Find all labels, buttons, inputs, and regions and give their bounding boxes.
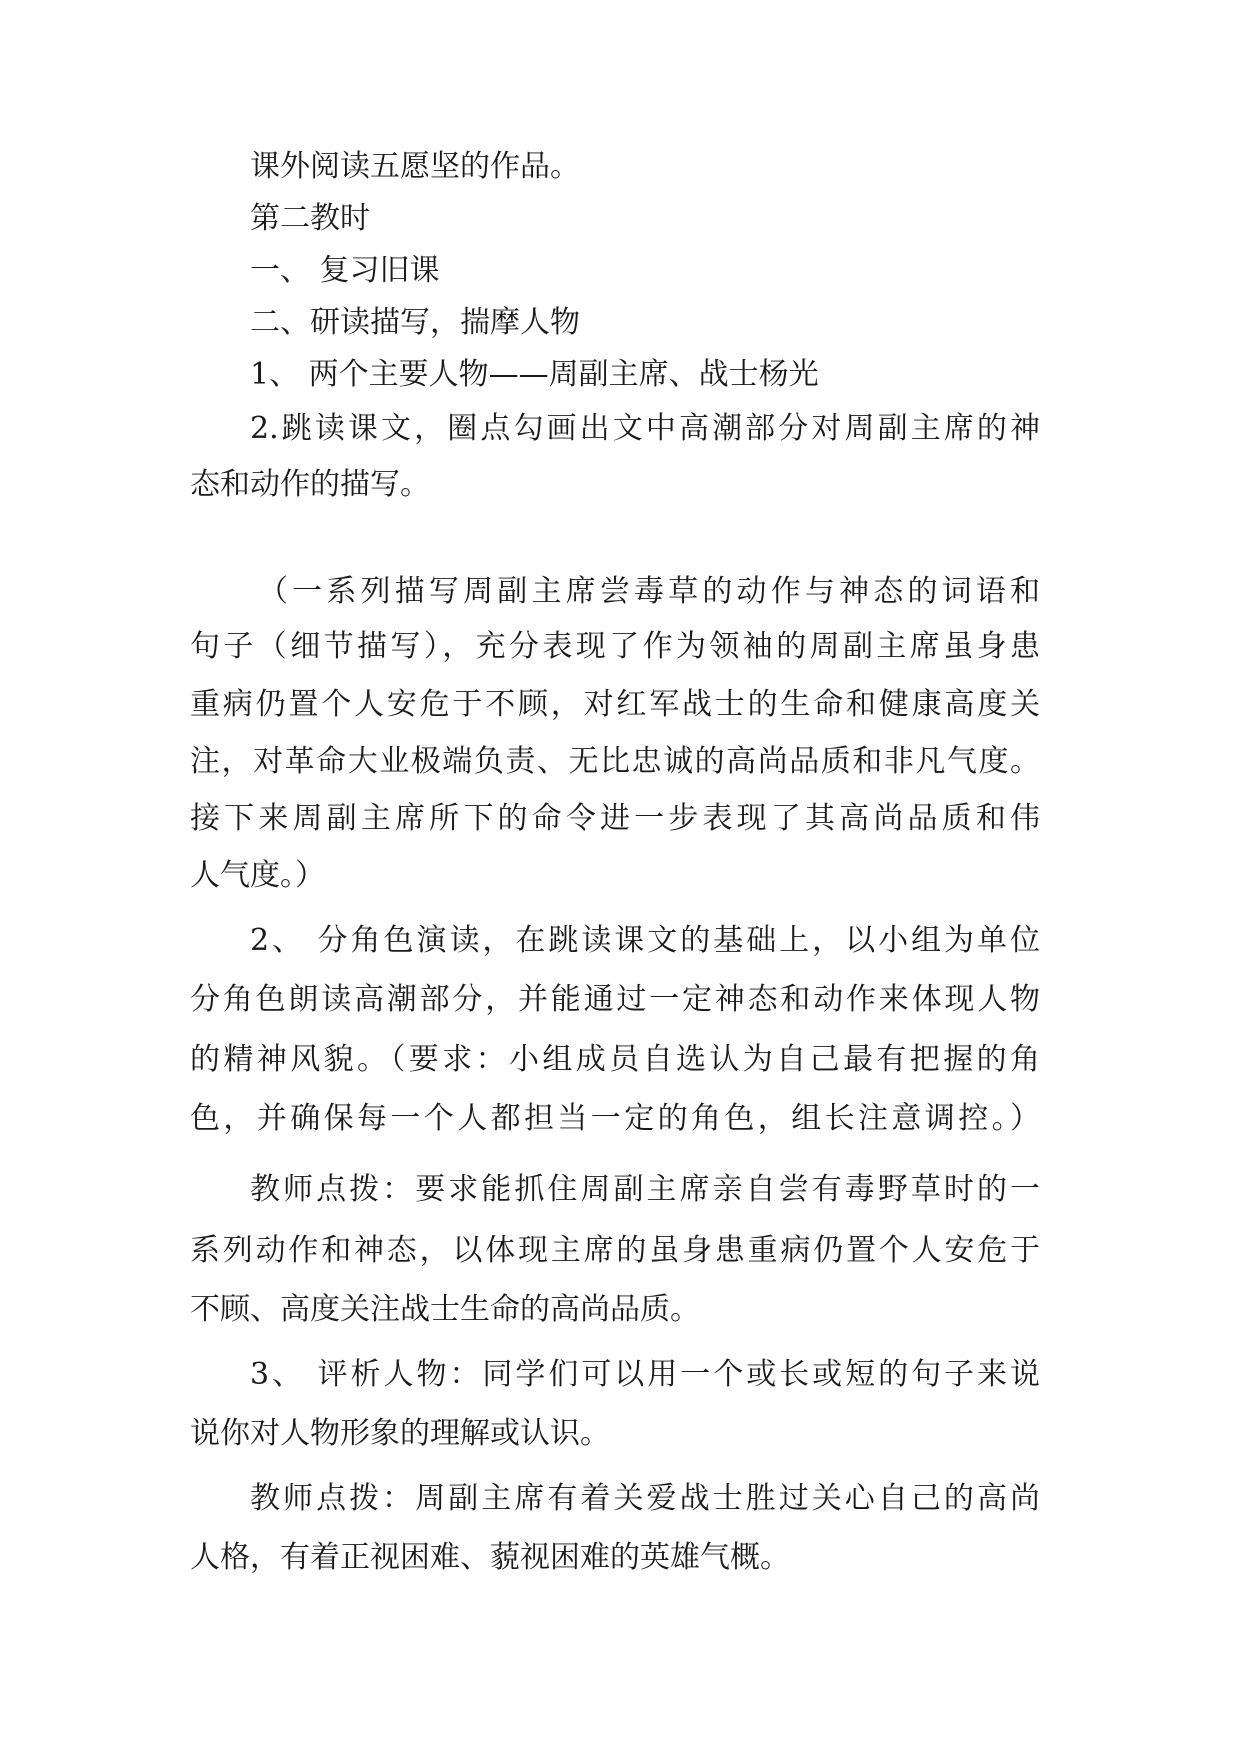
text-line: 的精神风貌。（要求：小组成员自选认为自己最有把握的角 <box>190 1042 1040 1077</box>
text-line: 色，并确保每一个人都担当一定的角色，组长注意调控。） <box>190 1101 1040 1136</box>
text-line: 系列动作和神态，以体现主席的虽身患重病仍置个人安危于 <box>190 1233 1040 1268</box>
text-line: （一系列描写周副主席尝毒草的动作与神态的词语和 <box>258 574 1040 609</box>
text-line: 分角色朗读高潮部分，并能通过一定神态和动作来体现人物 <box>190 982 1040 1017</box>
text-line: 3、 评析人物：同学们可以用一个或长或短的句子来说 <box>250 1357 1040 1392</box>
text-line: 2、 分角色演读，在跳读课文的基础上，以小组为单位 <box>250 923 1040 958</box>
text-line: 二、研读描写，揣摩人物 <box>250 305 580 340</box>
text-line: 教师点拨：要求能抓住周副主席亲自尝有毒野草时的一 <box>250 1172 1040 1207</box>
text-line: 2.跳读课文，圈点勾画出文中高潮部分对周副主席的神 <box>250 411 1040 446</box>
text-line: 不顾、高度关注战士生命的高尚品质。 <box>190 1292 700 1327</box>
text-line: 一、 复习旧课 <box>250 253 440 288</box>
text-line: 人格，有着正视困难、藐视困难的英雄气概。 <box>190 1540 790 1575</box>
text-line: 接下来周副主席所下的命令进一步表现了其高尚品质和伟 <box>190 801 1040 836</box>
text-line: 注，对革命大业极端负责、无比忠诚的高尚品质和非凡气度。 <box>190 744 1040 779</box>
text-line: 1、 两个主要人物——周副主席、战士杨光 <box>250 357 819 392</box>
section-heading: 第二教时 <box>250 201 370 236</box>
text-line: 课外阅读五愿坚的作品。 <box>250 149 580 184</box>
text-line: 人气度。） <box>190 858 325 893</box>
text-line: 态和动作的描写。 <box>190 467 430 502</box>
text-line: 重病仍置个人安危于不顾，对红军战士的生命和健康高度关 <box>190 687 1040 722</box>
text-line: 教师点拨：周副主席有着关爱战士胜过关心自己的高尚 <box>250 1481 1040 1516</box>
text-line: 句子（细节描写），充分表现了作为领袖的周副主席虽身患 <box>190 629 1040 664</box>
text-line: 说你对人物形象的理解或认识。 <box>190 1416 610 1451</box>
